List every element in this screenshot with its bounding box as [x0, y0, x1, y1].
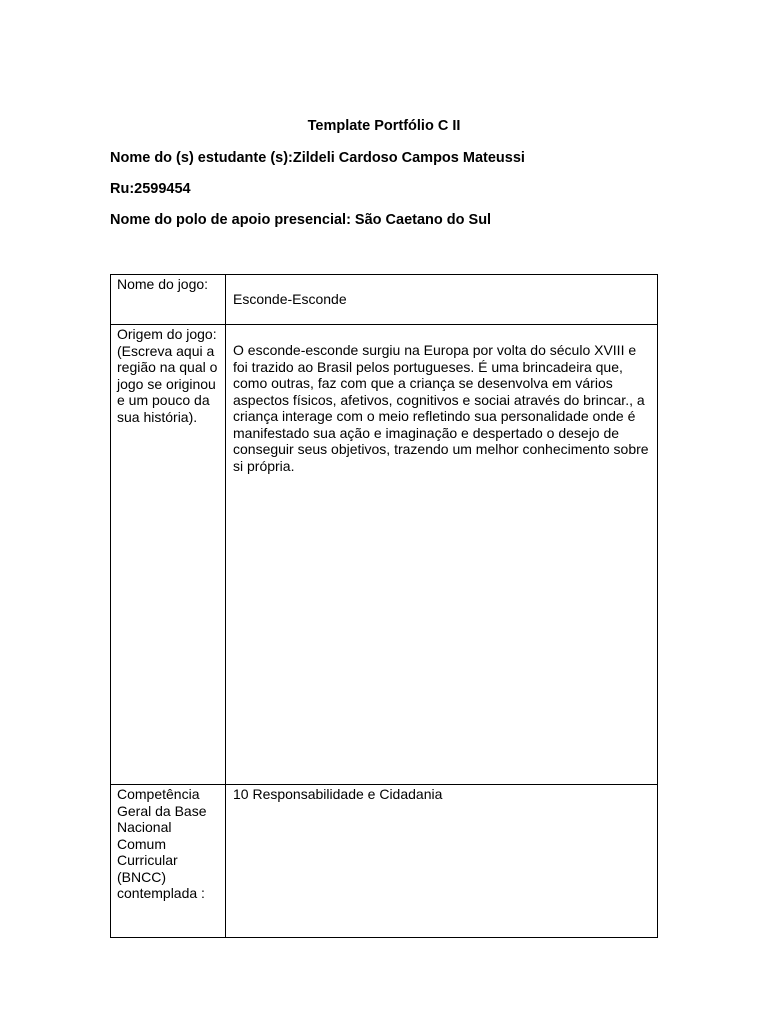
table-row	[111, 325, 658, 785]
game-name-value: Esconde-Esconde	[233, 291, 347, 307]
bncc-competence-value: 10 Responsabilidade e Cidadania	[233, 786, 443, 802]
table-label-cell	[111, 275, 226, 325]
table-value-cell	[226, 785, 658, 938]
game-origin-value: O esconde-esconde surgiu na Europa por volta do século XVIII e foi trazido ao Brasil pelos portugueses. É uma brincadeira que, como outras, faz com que a criança se desenvolva em vários aspectos físicos, afetivos, cognitivos e sociai através do brincar., a criança interage com o meio refletindo sua personalidade onde é manifestado sua ação e imaginação e despertado o desejo de conseguir seus objetivos, trazendo um melhor conhecimento sobre si própria.	[233, 342, 649, 474]
student-name-line: Nome do (s) estudante (s):Zildeli Cardoso Campos Mateussi	[110, 150, 525, 166]
bncc-competence-label: Competência Geral da Base Nacional Comum Curricular (BNCC) contemplada :	[117, 786, 207, 901]
table-row	[111, 275, 658, 325]
table-row	[111, 785, 658, 938]
portfolio-table	[110, 274, 658, 938]
polo-line: Nome do polo de apoio presencial: São Caetano do Sul	[110, 212, 492, 228]
table-label-cell	[111, 325, 226, 785]
table-label-cell	[111, 785, 226, 938]
ru-line: Ru:2599454	[110, 181, 191, 197]
game-origin-label: Origem do jogo: (Escreva aqui a região na qual o jogo se originou e um pouco da sua história).	[117, 326, 218, 425]
table-value-cell	[226, 275, 658, 325]
document-title: Template Portfólio C II	[307, 118, 461, 134]
table-value-cell	[226, 325, 658, 785]
game-name-label: Nome do jogo:	[117, 276, 209, 292]
